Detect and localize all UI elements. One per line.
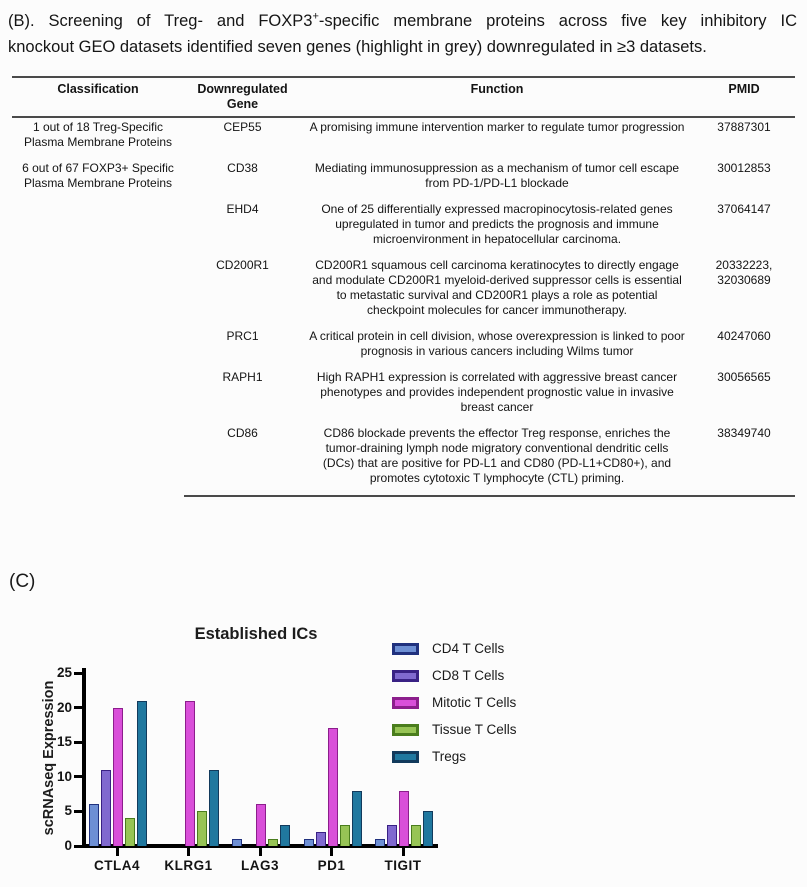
legend-label: Tregs: [432, 749, 467, 764]
chart-legend: [392, 635, 517, 770]
cell-pmid: 20332223, 32030689: [715, 258, 773, 287]
x-tick: [402, 848, 405, 856]
table-row: [12, 117, 795, 159]
cell-function: High RAPH1 expression is correlated with aggressive breast cancer phenotypes and provides independent prognostic value in invasive breast cancer: [316, 370, 678, 414]
cell-function: Mediating immunosuppression as a mechanism of tumor cell escape from PD-1/PD-L1 blockade: [314, 161, 680, 190]
y-axis-label: scRNAseq Expression: [41, 680, 57, 836]
y-tick-label: 5: [64, 803, 72, 819]
legend-item: [392, 716, 517, 743]
cell-function: CD86 blockade prevents the effector Treg response, enriches the tumor-draining lymph node migratory conventional dendritic cells (DCs) that are positive for PD-L1 and CD80 (PD-L1+CD80+), and promotes cytotoxic T lymphocyte (CTL) priming.: [301, 424, 693, 496]
legend-swatch-icon: [392, 643, 419, 655]
cell-gene: CD86: [184, 424, 301, 496]
y-tick: [74, 845, 82, 848]
bar-LAG3-Tissue-T-Cells: [268, 839, 278, 846]
y-tick-label: 0: [64, 838, 72, 853]
y-tick: [74, 741, 82, 744]
cell-pmid: 30056565: [717, 370, 771, 384]
legend-label: Mitotic T Cells: [432, 695, 517, 710]
bar-TIGIT-CD8-T-Cells: [387, 825, 397, 846]
legend-swatch-icon: [392, 724, 419, 736]
x-tick: [187, 848, 190, 856]
legend-swatch-icon: [392, 670, 419, 682]
cell-pmid: 37887301: [717, 120, 771, 134]
cell-gene: RAPH1: [222, 370, 263, 384]
legend-label: CD4 T Cells: [432, 641, 505, 656]
panel-c-label: (C): [9, 571, 36, 592]
cell-classification: 1 out of 18 Treg-Specific Plasma Membrane Proteins: [23, 120, 173, 149]
legend-item: [392, 662, 517, 689]
x-tick: [259, 848, 262, 856]
bar-LAG3-CD4-T-Cells: [232, 839, 242, 846]
header-pmid: PMID: [693, 77, 795, 117]
x-tick: [116, 848, 119, 856]
cell-function: A critical protein in cell division, whose overexpression is linked to poor prognosis in various cancers including Wilms tumor: [309, 329, 685, 358]
cell-classification: 6 out of 67 FOXP3+ Specific Plasma Membrane Proteins: [22, 161, 174, 190]
x-tick: [330, 848, 333, 856]
bar-KLRG1-Tissue-T-Cells: [197, 811, 207, 846]
cell-gene: CD38: [227, 161, 258, 175]
y-tick: [74, 706, 82, 709]
caption-line-1: [8, 8, 797, 34]
bar-CTLA4-Tregs: [137, 701, 147, 846]
bar-TIGIT-Mitotic-T-Cells: [399, 791, 409, 846]
cell-pmid: 40247060: [717, 329, 771, 343]
caption-line1-pre: (B). Screening of Treg- and FOXP3: [8, 12, 313, 30]
gene-table: [12, 76, 795, 497]
legend-swatch-icon: [392, 697, 419, 709]
y-tick-label: 10: [56, 768, 72, 784]
table-header-row: [12, 77, 795, 117]
bar-CTLA4-Tissue-T-Cells: [125, 818, 135, 846]
header-function: Function: [301, 77, 693, 117]
bar-TIGIT-Tregs: [423, 811, 433, 846]
cell-function: CD200R1 squamous cell carcinoma keratinocytes to directly engage and modulate CD200R1 myeloid-derived suppressor cells is essential to metastatic survival and CD200R1 plays a role as potential checkpoint molecules for cancer immunotherapy.: [312, 258, 682, 317]
legend-item: [392, 743, 517, 770]
bar-PD1-CD4-T-Cells: [304, 839, 314, 846]
table-row: [12, 159, 795, 200]
legend-item: [392, 689, 517, 716]
y-axis-line: [82, 668, 86, 848]
bar-KLRG1-Mitotic-T-Cells: [185, 701, 195, 846]
cell-pmid: 38349740: [693, 424, 795, 496]
header-downregulated-gene: Downregulated Gene: [184, 77, 301, 117]
bar-LAG3-Tregs: [280, 825, 290, 846]
y-tick: [74, 775, 82, 778]
cell-function: One of 25 differentially expressed macropinocytosis-related genes upregulated in tumor and predicts the prognosis and immune microenvironment in hepatocellular carcinoma.: [321, 202, 673, 246]
bar-CTLA4-CD4-T-Cells: [89, 804, 99, 846]
bar-CTLA4-CD8-T-Cells: [101, 770, 111, 846]
legend-item: [392, 635, 517, 662]
x-tick-label: TIGIT: [384, 858, 422, 873]
header-classification: Classification: [12, 77, 184, 117]
bar-TIGIT-Tissue-T-Cells: [411, 825, 421, 846]
y-tick: [74, 810, 82, 813]
x-tick-label: CTLA4: [94, 858, 140, 873]
bar-TIGIT-CD4-T-Cells: [375, 839, 385, 846]
y-tick: [74, 672, 82, 675]
legend-swatch-icon: [392, 751, 419, 763]
legend-label: Tissue T Cells: [432, 722, 517, 737]
x-tick-label: LAG3: [240, 858, 279, 873]
caption-superscript-plus: +: [312, 10, 319, 23]
panel-c: [0, 563, 807, 887]
bar-LAG3-Mitotic-T-Cells: [256, 804, 266, 846]
y-tick-label: 20: [56, 699, 72, 715]
bar-PD1-Mitotic-T-Cells: [328, 728, 338, 846]
cell-pmid: 37064147: [717, 202, 771, 216]
y-tick-label: 25: [56, 665, 72, 680]
bar-PD1-CD8-T-Cells: [316, 832, 326, 846]
caption-line1-post: -specific membrane proteins across five key inhibitory IC: [318, 12, 797, 30]
cell-gene: EHD4: [226, 202, 259, 216]
cell-gene: CEP55: [223, 120, 262, 134]
x-tick-label: PD1: [317, 858, 346, 873]
chart-title: Established ICs: [194, 625, 318, 643]
legend-label: CD8 T Cells: [432, 668, 505, 683]
cell-gene: CD200R1: [216, 258, 269, 272]
cell-gene: PRC1: [226, 329, 259, 343]
cell-pmid: 30012853: [717, 161, 771, 175]
bar-PD1-Tissue-T-Cells: [340, 825, 350, 846]
cell-function: A promising immune intervention marker to regulate tumor progression: [309, 120, 685, 134]
y-tick-label: 15: [56, 734, 72, 750]
bar-PD1-Tregs: [352, 791, 362, 846]
x-tick-label: KLRG1: [164, 858, 213, 873]
bar-KLRG1-Tregs: [209, 770, 219, 846]
panel-b-caption: [8, 8, 797, 60]
bar-CTLA4-Mitotic-T-Cells: [113, 708, 123, 846]
figure-page: [0, 8, 807, 887]
caption-line-2: knockout GEO datasets identified seven genes (highlight in grey) downregulated in ≥3 datasets.: [8, 38, 707, 56]
